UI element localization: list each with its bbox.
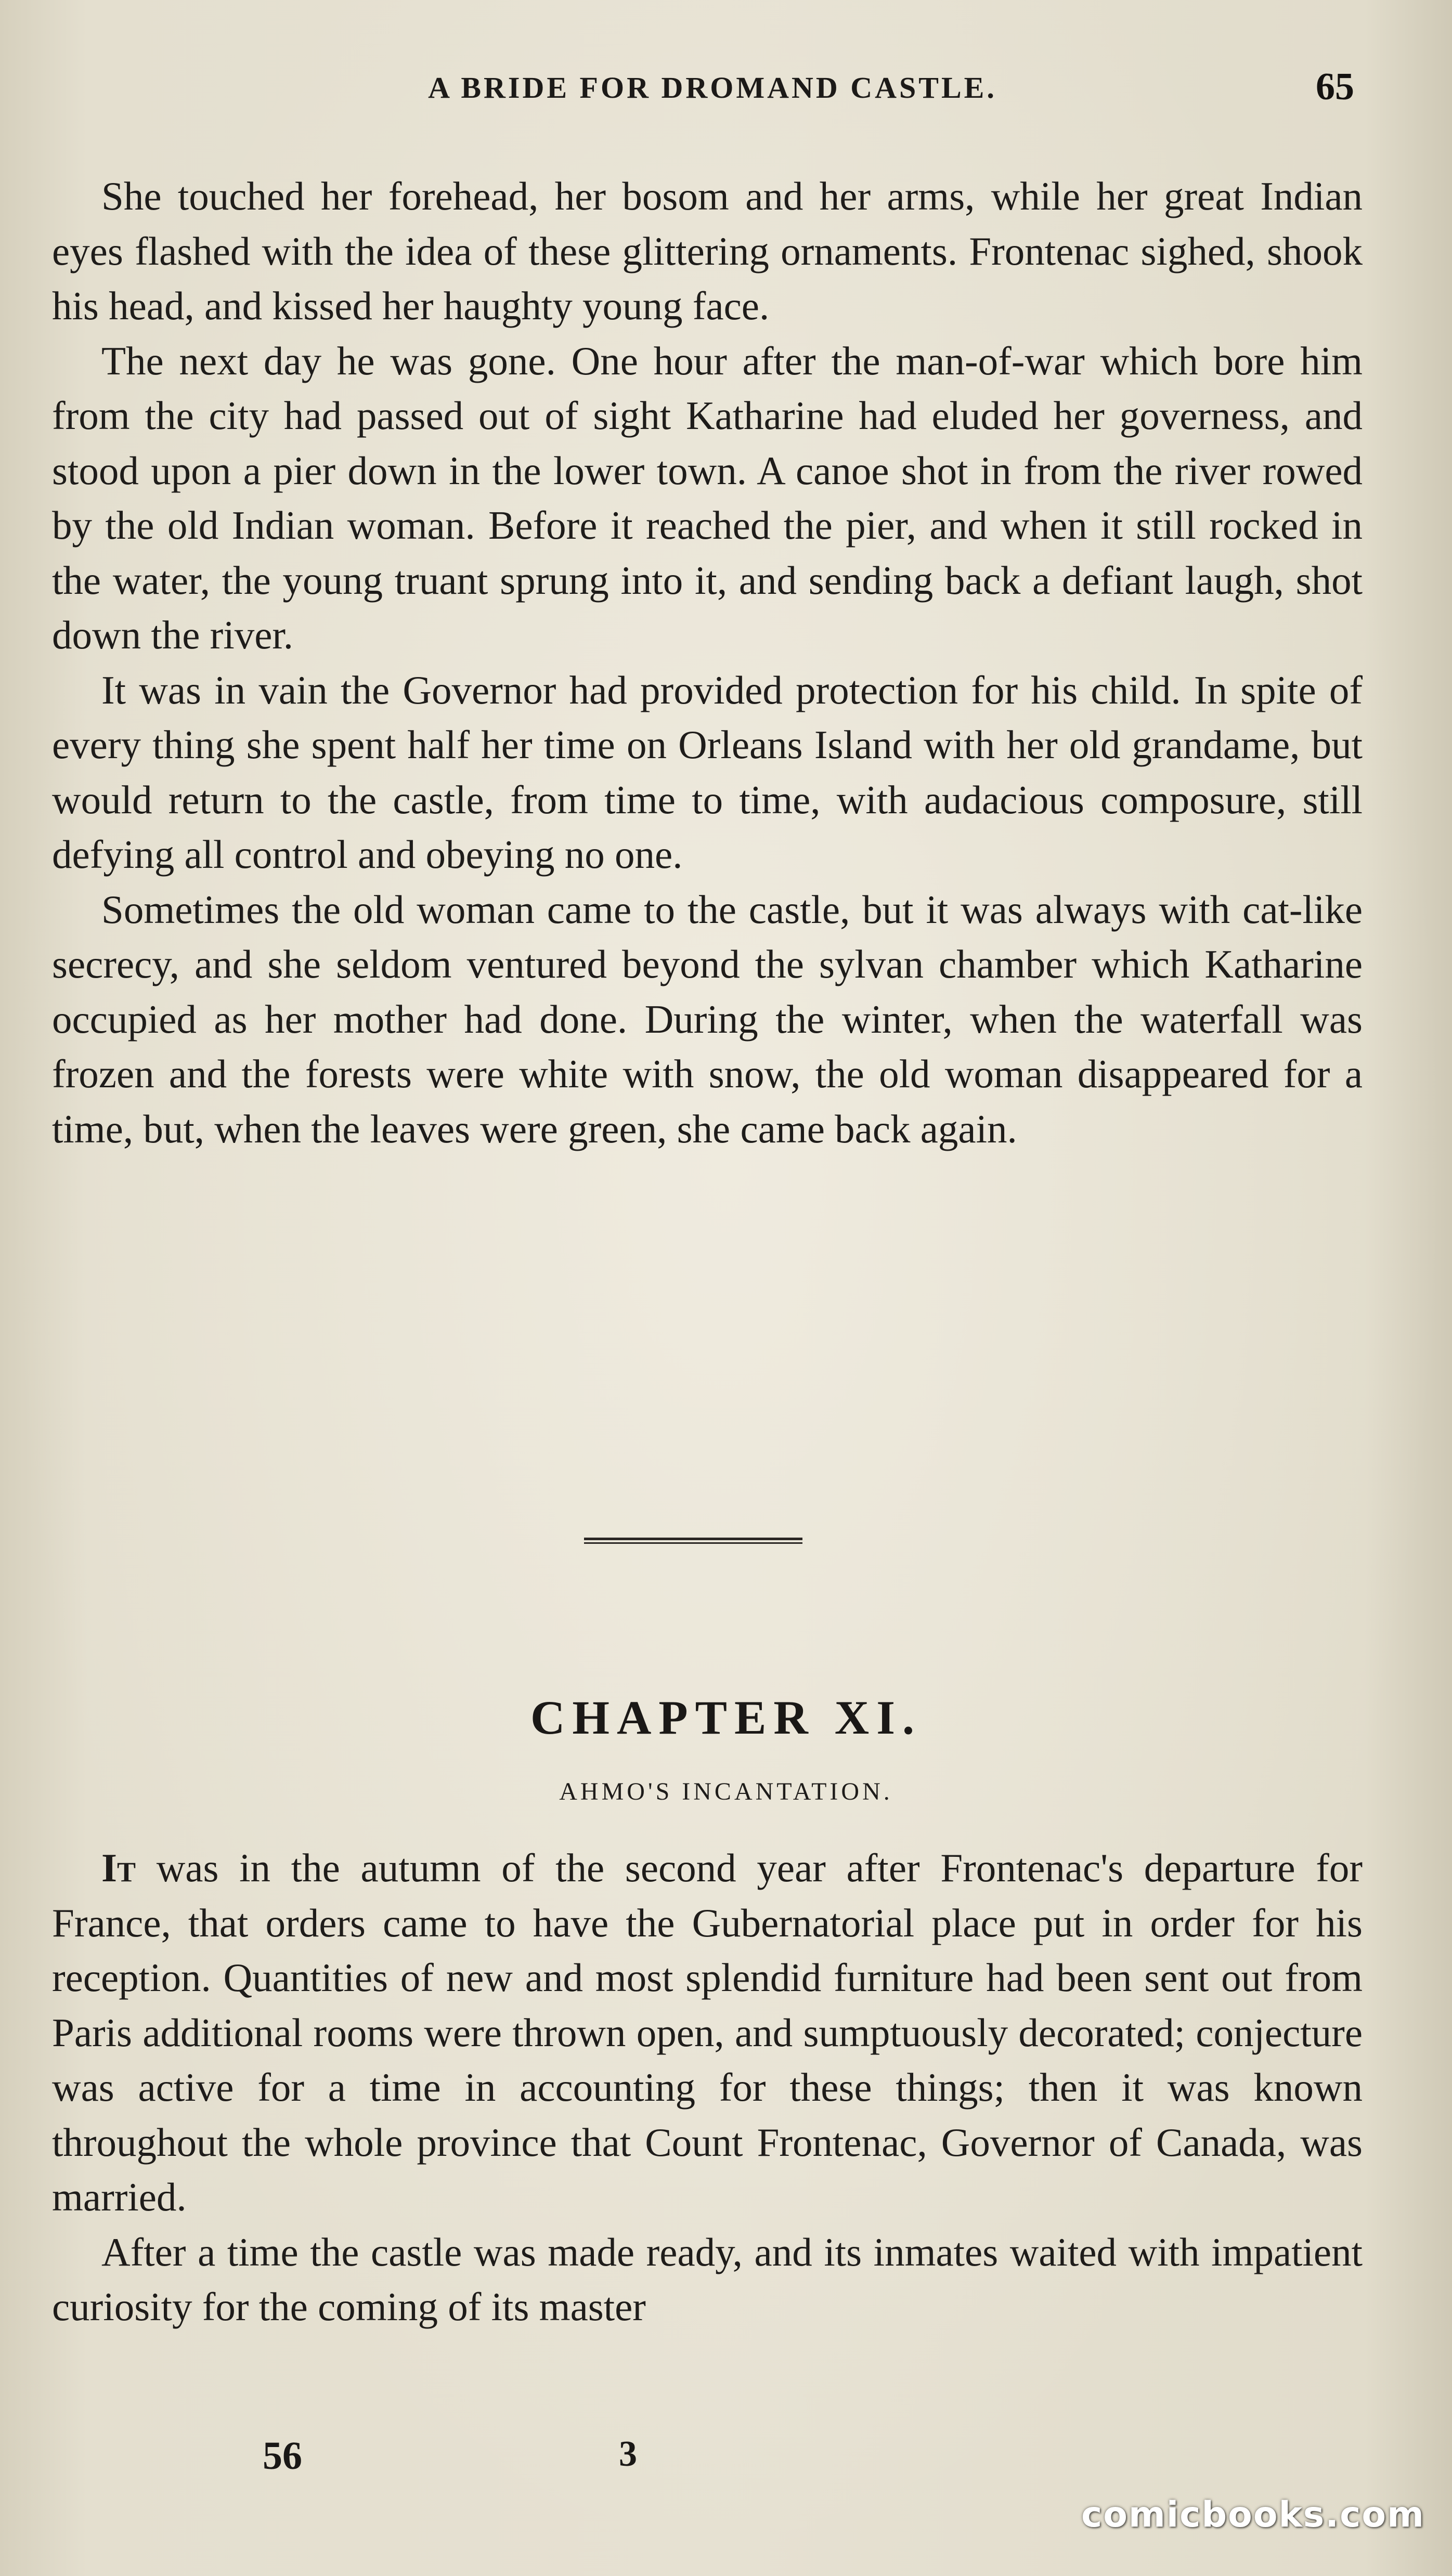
paragraph: After a time the castle was made ready, and its inmates waited with impatient curiosity for the coming of its master [52, 2229, 1363, 2329]
paragraph: Sometimes the old woman came to the castle, but it was always with cat-like secrecy, and she seldom ventured beyond the sylvan chamber which Katharine occupied as her mother had done. During the winter, when the waterfall was frozen and the forests were white with snow, the old woman disappeared for a time, but, when the leaves were green, she came back again. [52, 887, 1363, 1151]
paragraph: It was in vain the Governor had provided protection for his child. In spite of every thing she spent half her time on Orleans Island with her old grandame, but would return to the castle, from time to time, with audacious composure, still defying all control and obeying no one. [52, 667, 1363, 877]
running-head: A BRIDE FOR DROMAND CASTLE. [428, 71, 997, 105]
paragraph-text: was in the autumn of the second year after Frontenac's departure for France, that orders came to have the Gubernatorial place put in order for his reception. Quantities of new and most splendid furniture had been sent out from Paris additional rooms were thrown open, and sumptuously decorated; conjecture was active for a time in accounting for these things; then it was known throughout the whole province that Count Frontenac, Governor of Canada, was married. [52, 1845, 1363, 2219]
text-block-bottom [52, 1841, 1363, 2335]
section-divider [584, 1538, 802, 1544]
footer-number: 56 [263, 2434, 302, 2478]
paragraph: She touched her forehead, her bosom and her arms, while her great Indian eyes flashed with the idea of these glittering ornaments. Frontenac sighed, shook his head, and kissed her haughty young face. [52, 174, 1363, 328]
signature-mark: 3 [619, 2434, 637, 2474]
chapter-first-word: It [101, 1845, 136, 1890]
chapter-heading: CHAPTER XI. [530, 1691, 922, 1744]
page-number: 65 [1316, 66, 1354, 108]
site-watermark: comicbooks.com [1081, 2494, 1425, 2535]
paragraph [52, 1841, 1363, 2225]
chapter-subtitle: AHMO'S INCANTATION. [559, 1778, 893, 1805]
text-block-top [52, 169, 1363, 1156]
paragraph: The next day he was gone. One hour after the man-of-war which bore him from the city had passed out of sight Katharine had eluded her governess, and stood upon a pier down in the lower town. A canoe shot in from the river rowed by the old Indian woman. Before it reached the pier, and when it still rocked in the water, the young truant sprung into it, and sending back a defiant laugh, shot down the river. [52, 338, 1363, 657]
